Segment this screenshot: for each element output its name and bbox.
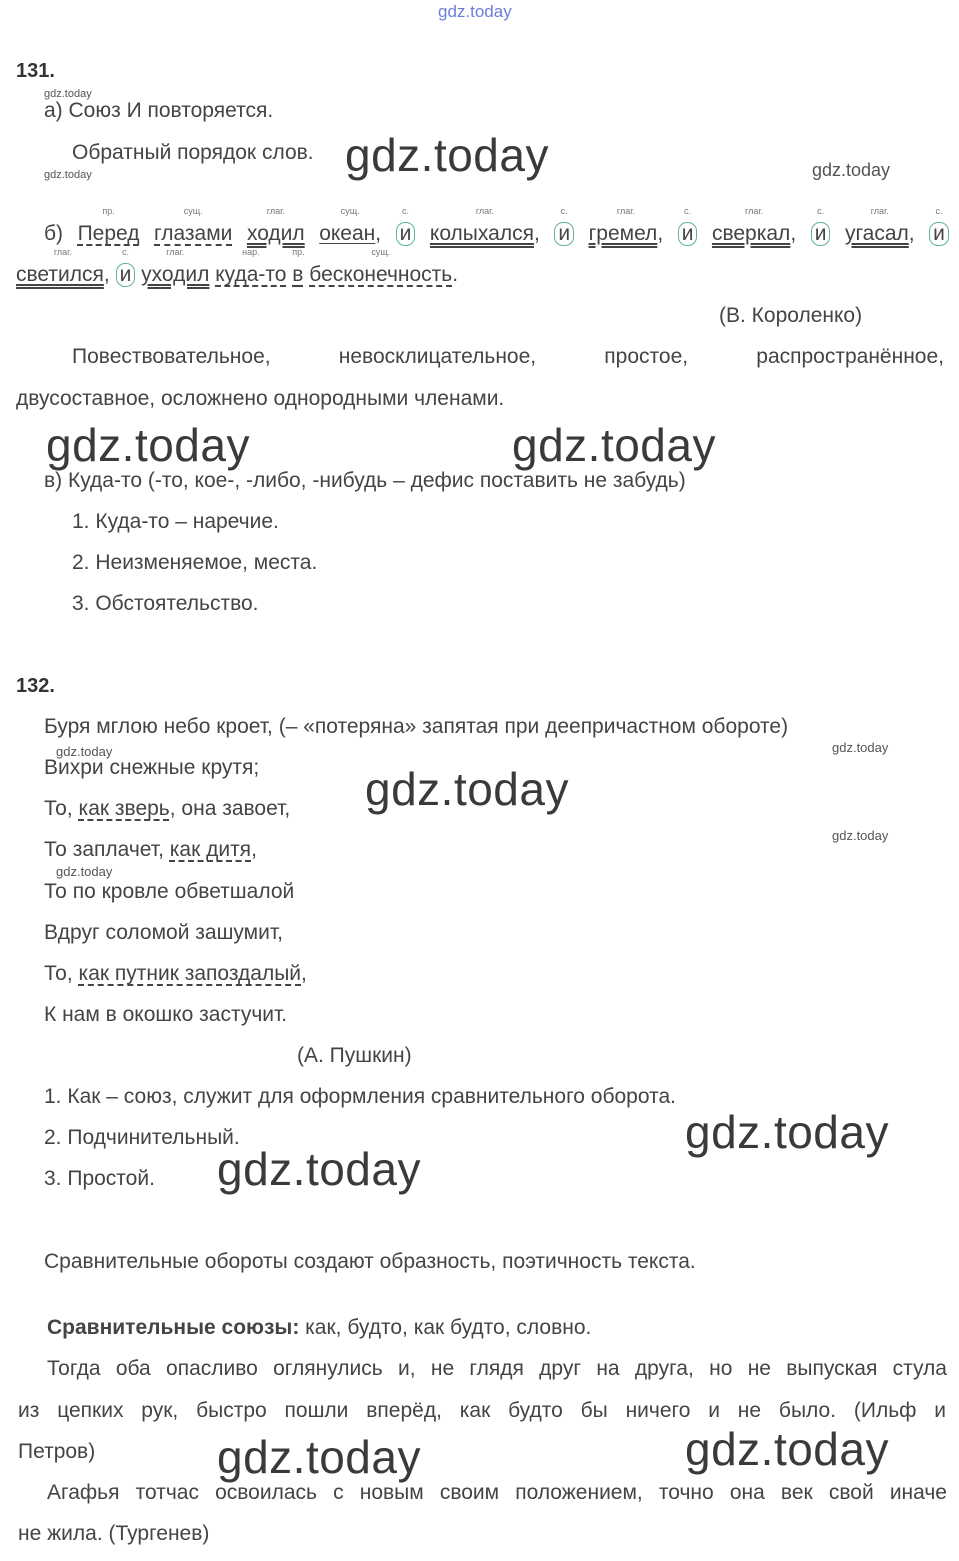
word-i-3: с. и [678,222,698,246]
word-glazami: сущ. глазами [154,206,233,245]
exercise-132-number: 132. [16,675,55,697]
watermark-big: gdz.today [685,1106,889,1158]
word-beskonechnost: сущ. бесконечность [309,247,453,286]
ex131-b-sentence-line2: глаг. светился, с. и глаг. уходил нар. куда-то пр. в сущ. бесконечность. [16,247,459,286]
watermark-big: gdz.today [345,129,549,181]
comparative-list: как, будто, как будто, словно. [299,1316,592,1339]
ilf-line-1: Тогда оба опасливо оглянулись и, не глядя друг на друга, но не выпуская стула [47,1357,947,1380]
ex132-conclusion: Сравнительные обороты создают образность, поэтичность текста. [44,1250,696,1273]
poem-line-6: Вдруг соломой зашумит, [44,921,283,944]
ex131-b-sentence-line1 [44,206,949,246]
poem-line-3: То, как зверь, она завоет, [44,797,291,820]
ex132-author: (А. Пушкин) [297,1044,412,1067]
ex131-author: (В. Короленко) [719,304,863,327]
ex132-item-3: 3. Простой. [44,1167,155,1190]
word-pered: пр. Перед [77,206,140,245]
ex131-v-item-3: 3. Обстоятельство. [72,592,259,615]
comparative-label: Сравнительные союзы: [47,1316,300,1339]
ex131-analysis-line2: двусоставное, осложнено однородными членами. [16,387,505,410]
watermark-small: gdz.today [832,828,889,843]
watermark-small: gdz.today [44,88,92,100]
poem-line-7: То, как путник запоздалый, [44,962,307,985]
word-i-1: с. и [396,222,416,246]
watermark-small: gdz.today [44,169,92,181]
watermark-big: gdz.today [217,1143,421,1195]
word-i-4: с. и [811,222,831,246]
ex131-v-item-2: 2. Неизменяемое, места. [72,551,318,574]
word-gremel: глаг. гремел, [588,206,664,245]
ex131-b-prefix: б) [44,222,64,245]
word-okean: сущ. океан, [319,206,382,245]
ilf-line-2: из цепких рук, быстро пошли вперёд, как будто бы ничего и не было. (Ильф и [18,1399,946,1422]
word-sverkal: глаг. сверкал, [711,206,797,245]
watermark-small: gdz.today [812,160,891,180]
word-i-2: с. и [554,222,574,246]
watermark-small: gdz.today [56,864,113,879]
word-kolyhalsya: глаг. колыхался, [429,206,540,245]
word-svetilsya: глаг. светился, [16,247,110,286]
poem-line-2: Вихри снежные крутя; [44,756,260,779]
ex131-a-line: а) Союз И повторяется. [44,99,274,122]
ex132-item-2: 2. Подчинительный. [44,1126,240,1149]
ex131-v-item-1: 1. Куда-то – наречие. [72,510,279,533]
ex132-item-1: 1. Как – союз, служит для оформления сравнительного оборота. [44,1085,676,1108]
watermark-big: gdz.today [512,419,716,471]
word-i-5: с. и [929,222,949,246]
word-kuda-to: нар. куда-то [215,247,287,286]
turgenev-line-2: не жила. (Тургенев) [18,1522,210,1545]
watermark-big: gdz.today [46,419,250,471]
exercise-131-number: 131. [16,60,55,82]
poem-line-5: То по кровле обветшалой [44,880,295,903]
word-uhodil: глаг. уходил [141,247,210,286]
ex131-order-line: Обратный порядок слов. [72,141,314,164]
ilf-line-3: Петров) [18,1440,96,1463]
ex131-v-line: в) Куда-то (-то, кое-, -либо, -нибудь – дефис поставить не забудь) [44,469,686,492]
word-ugasal: глаг. угасал, [844,206,915,245]
word-hodil: глаг. ходил [246,206,305,245]
watermark-small: gdz.today [56,744,113,759]
watermark-top: gdz.today [438,2,512,21]
poem-line-4: То заплачет, как дитя, [44,838,257,861]
ex131-analysis-line1: Повествовательное, невосклицательное, простое, распространённое, [72,345,944,368]
watermark-big: gdz.today [365,763,569,815]
watermark-big: gdz.today [217,1431,421,1483]
poem-line-1: Буря мглою небо кроет, (– «потеряна» запятая при деепричастном обороте) [44,715,789,738]
word-v: пр. в [292,247,305,286]
turgenev-line-1: Агафья тотчас освоилась с новым своим положением, точно она век свой иначе [47,1481,947,1504]
watermark-big: gdz.today [685,1423,889,1475]
word-i-6: с. и [116,263,136,287]
watermark-small: gdz.today [832,740,889,755]
poem-line-8: К нам в окошко застучит. [44,1003,288,1026]
comparative-conjunctions [47,1316,591,1340]
